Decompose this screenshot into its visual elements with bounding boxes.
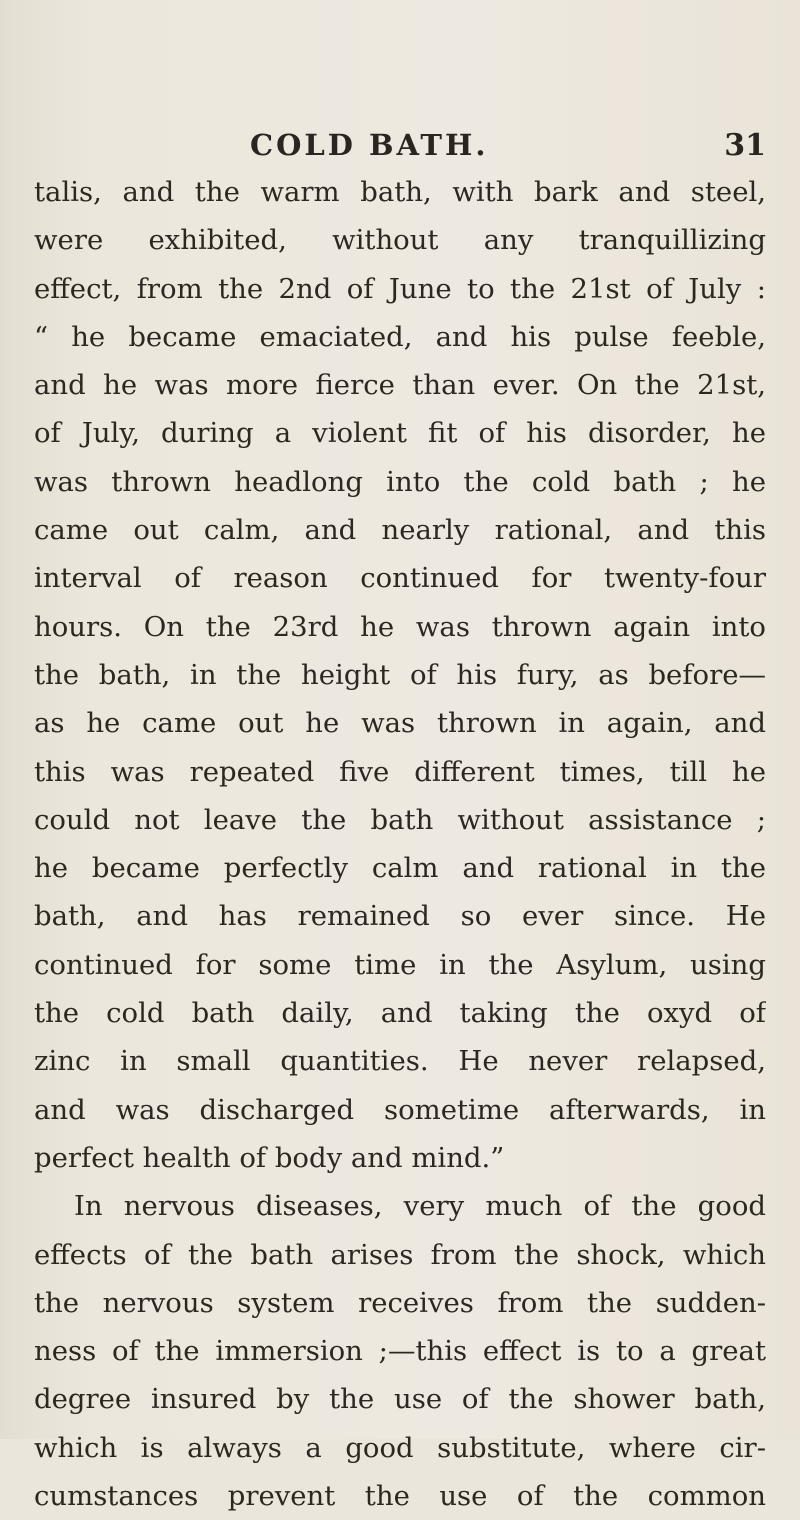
- running-head: [250, 128, 770, 164]
- text-line: was thrown headlong into the cold bath ; he: [34, 465, 766, 498]
- text-line: zinc in small quantities. He never relapsed,: [34, 1045, 766, 1078]
- text-line: ness of the immersion ;—this effect is to a great: [34, 1335, 766, 1368]
- text-line: perfect health of body and mind.”: [34, 1141, 505, 1174]
- text-line: effects of the bath arises from the shock, which: [34, 1238, 766, 1271]
- text-line: could not leave the bath without assistance ;: [34, 803, 766, 836]
- text-line: talis, and the warm bath, with bark and steel,: [34, 176, 766, 208]
- text-line: the nervous system receives from the sudden-: [34, 1286, 766, 1319]
- text-line: interval of reason continued for twenty-four: [34, 562, 766, 595]
- text-line: which is always a good substitute, where cir-: [34, 1431, 766, 1464]
- text-line: the bath, in the height of his fury, as before—: [34, 658, 766, 691]
- text-line: “ he became emaciated, and his pulse feeble,: [34, 320, 766, 353]
- page-number: 31: [724, 128, 766, 163]
- text-line: of July, during a violent fit of his disorder, he: [34, 417, 766, 450]
- text-line: hours. On the 23rd he was thrown again into: [34, 610, 766, 643]
- text-line: degree insured by the use of the shower bath,: [34, 1383, 766, 1416]
- text-line: and he was more fierce than ever. On the 21st,: [34, 369, 766, 402]
- text-line: as he came out he was thrown in again, and: [34, 707, 766, 740]
- text-line: cumstances prevent the use of the common: [34, 1480, 766, 1513]
- text-line: bath, and has remained so ever since. He: [34, 900, 766, 933]
- text-line: this was repeated five different times, till he: [34, 755, 766, 788]
- text-line: the cold bath daily, and taking the oxyd of: [34, 997, 766, 1030]
- text-line: were exhibited, without any tranquillizing: [34, 224, 766, 257]
- text-line: he became perfectly calm and rational in the: [34, 852, 766, 885]
- text-line: continued for some time in the Asylum, using: [34, 948, 766, 981]
- running-title: COLD BATH.: [250, 128, 489, 162]
- text-line: and was discharged sometime afterwards, in: [34, 1093, 766, 1126]
- text-line: effect, from the 2nd of June to the 21st of July :: [34, 272, 766, 305]
- body-text: [34, 168, 766, 1520]
- text-line: came out calm, and nearly rational, and this: [34, 514, 766, 547]
- text-line: In nervous diseases, very much of the good: [74, 1190, 766, 1223]
